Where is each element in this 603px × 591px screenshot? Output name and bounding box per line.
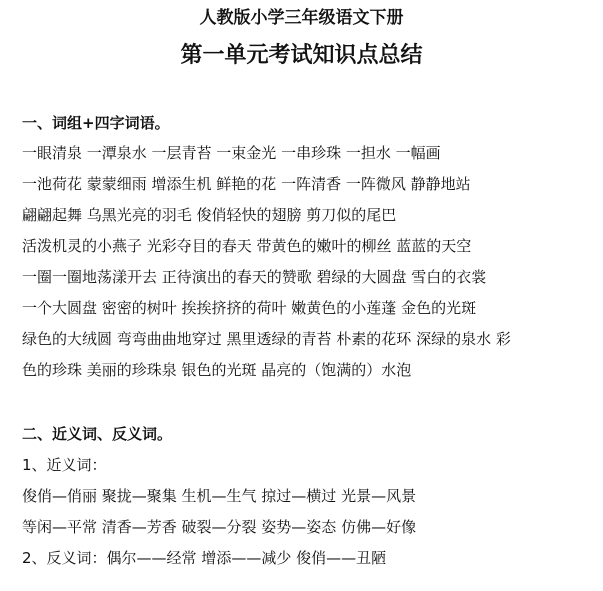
phrase-line: 一个大圆盘 密密的树叶 挨挨挤挤的荷叶 嫩黄色的小莲蓬 金色的光斑 bbox=[22, 299, 477, 317]
document-title: 第一单元考试知识点总结 bbox=[180, 42, 423, 68]
antonyms-line: 2、反义词：偶尔——经常 增添——减少 俊俏——丑陋 bbox=[22, 549, 387, 567]
phrase-line: 一圈一圈地荡漾开去 正待演出的春天的赞歌 碧绿的大圆盘 雪白的衣裳 bbox=[22, 268, 487, 286]
phrase-line: 翩翩起舞 乌黑光亮的羽毛 俊俏轻快的翅膀 剪刀似的尾巴 bbox=[22, 206, 397, 224]
phrase-line: 色的珍珠 美丽的珍珠泉 银色的光斑 晶亮的（饱满的）水泡 bbox=[22, 361, 412, 379]
synonym-line: 俊俏—俏丽 聚拢—聚集 生机—生气 掠过—横过 光景—风景 bbox=[22, 487, 417, 505]
document-subtitle: 人教版小学三年级语文下册 bbox=[199, 8, 404, 28]
synonym-line: 等闲—平常 清香—芳香 破裂—分裂 姿势—姿态 仿佛—好像 bbox=[22, 518, 417, 536]
phrase-line: 绿色的大绒圆 弯弯曲曲地穿过 黑里透绿的青苔 朴素的花环 深绿的泉水 彩 bbox=[22, 330, 511, 348]
phrase-line: 活泼机灵的小燕子 光彩夺目的春天 带黄色的嫩叶的柳丝 蓝蓝的天空 bbox=[22, 237, 472, 255]
phrase-line: 一池荷花 蒙蒙细雨 增添生机 鲜艳的花 一阵清香 一阵微风 静静地站 bbox=[22, 175, 471, 193]
phrase-line: 一眼清泉 一潭泉水 一层青苔 一束金光 一串珍珠 一担水 一幅画 bbox=[22, 144, 441, 162]
section-heading-phrases: 一、词组+四字词语。 bbox=[22, 114, 170, 132]
synonyms-label: 1、近义词： bbox=[22, 456, 107, 474]
section-heading-synonyms-antonyms: 二、近义词、反义词。 bbox=[22, 425, 173, 443]
